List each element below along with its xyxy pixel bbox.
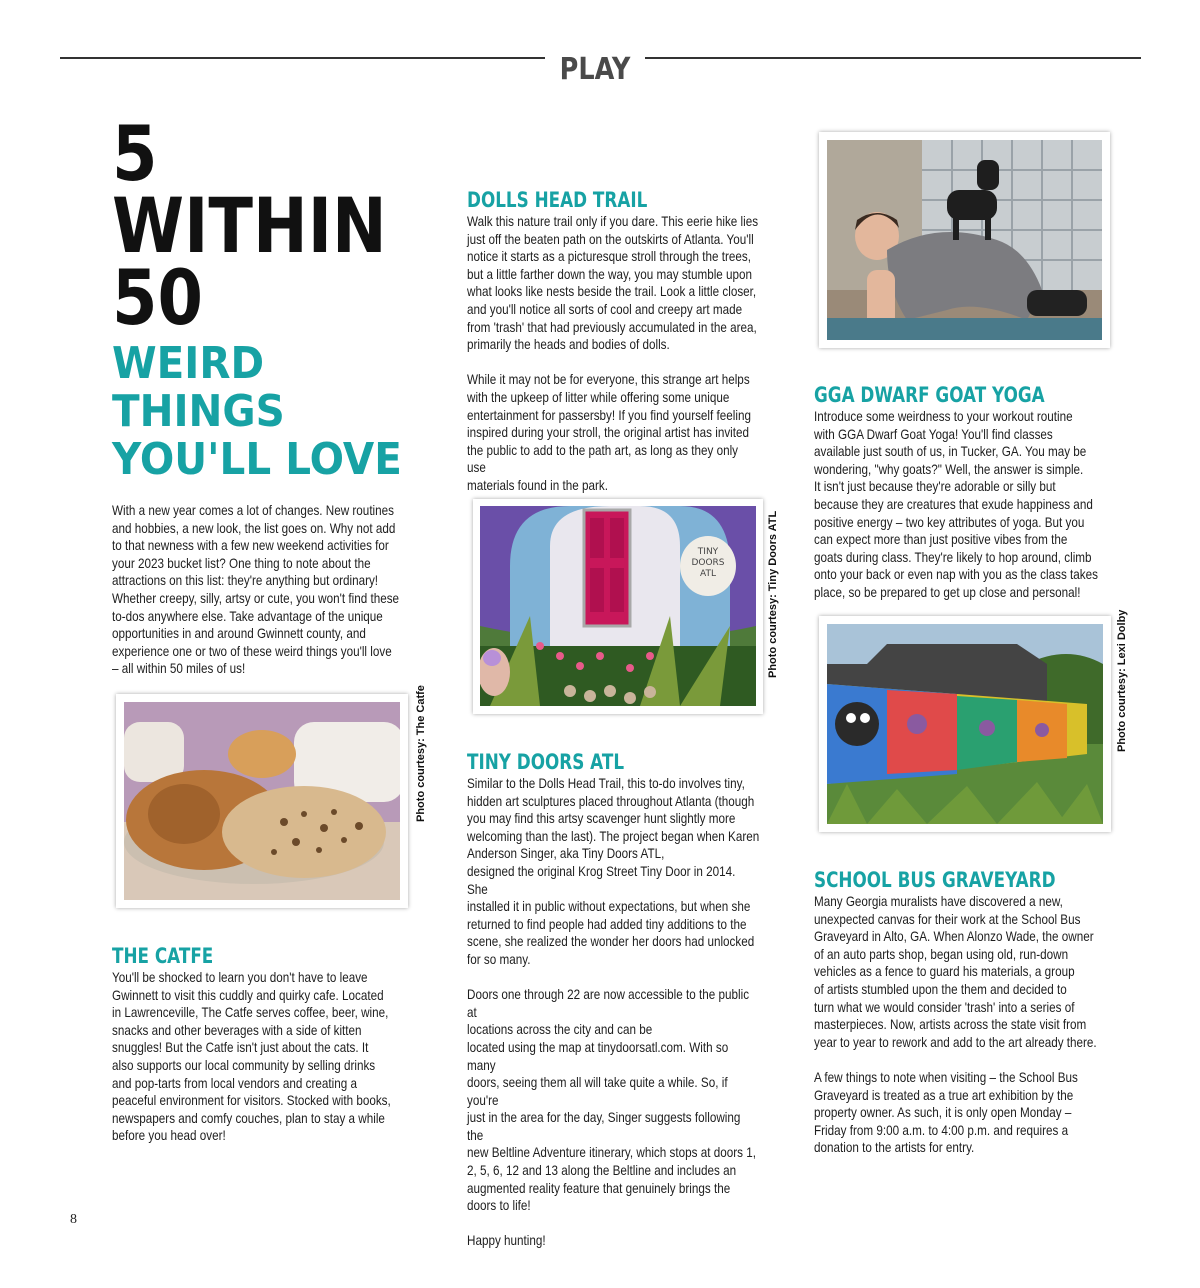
schoolbus-body: Many Georgia muralists have discovered a new, unexpected canvas for their work at the School Bus Graveyard in Alto, GA. When Alonzo Wade, the owner of an auto parts shop, began using old, run-down vehicles as a fence to guard his materials, a group of artists stumbled upon the them and decided to turn what we would consider 'trash' into a series of masterpieces. Now, artists across the state visit from year to year to rework and add to the art already there. A few things to note when visiting – the School Bus Graveyard is treated as a true art exhibition by the property owner. As such, it is only open Monday – Friday from 9:00 a.m. to 4:00 p.m. and requires a donation to the artists for entry. — [814, 894, 1097, 1156]
tinydoors-body: Similar to the Dolls Head Trail, this to-do involves tiny, hidden art sculptures placed throughout Atlanta (though you may find this artsy scavenger hunt slightly more welcoming than the last). The project began when Karen Anderson Singer, aka Tiny Doors ATL, designed the original Krog Street Tiny Door in 2014. She installed it in public without expectations, but when she returned to find people had added tiny additions to the scene, she realized the wonder her doors had unlocked for so many. Doors one through 22 are now accessible to the public at locations across the city and can be located using the map at tinydoorsatl.com. With so many doors, seeing them all will take quite a while. So, if you're just in the area for the day, Singer suggests following the new Beltline Adventure itinerary, which stops at doors 1, 2, 5, 6, 12 and 13 along the Beltline and includes an augmented reality feature that genuinely brings the doors to life! Happy hunting! — [467, 776, 760, 1249]
page-subtitle — [112, 340, 402, 484]
subtitle-line-3: YOU'LL LOVE — [112, 434, 402, 485]
header-rule-left — [60, 57, 545, 59]
cats-image — [124, 702, 400, 900]
title-line-2: WITHIN — [112, 181, 387, 270]
tiny-doors-sign-text: TINY DOORS ATL — [691, 547, 725, 579]
goat-yoga-image — [827, 140, 1102, 340]
tinydoors-photo — [480, 506, 756, 706]
schoolbus-heading: SCHOOL BUS GRAVEYARD — [814, 868, 1056, 892]
schoolbus-photo — [827, 624, 1103, 824]
tinydoors-photo-frame — [473, 499, 763, 714]
goatyoga-photo-frame — [819, 132, 1110, 348]
tinydoors-heading: TINY DOORS ATL — [467, 750, 625, 774]
goatyoga-photo — [827, 140, 1102, 340]
catfe-photo-credit: Photo courtesy: The Catfe — [415, 685, 427, 822]
title-line-3: 50 — [112, 253, 203, 342]
schoolbus-photo-frame — [819, 616, 1111, 832]
goatyoga-body: Introduce some weirdness to your workout routine with GGA Dwarf Goat Yoga! You'll find classes available just south of us, in Tucker, GA. You may be wondering, "why goats?" Well, the answer is simple. It isn't just because they're adorable or silly but because they are creatures that exude happiness and positive energy – two key attributes of yoga. But you can expect more than just positive vibes from the goats during class. They're likely to hop around, climb onto your back or even nap with you as the class takes place, so be prepared to get up close and personal! — [814, 409, 1098, 600]
goatyoga-heading: GGA DWARF GOAT YOGA — [814, 383, 1045, 407]
catfe-photo — [124, 702, 400, 900]
dolls-heading: DOLLS HEAD TRAIL — [467, 188, 648, 212]
catfe-photo-frame — [116, 694, 408, 908]
dolls-body: Walk this nature trail only if you dare. This eerie hike lies just off the beaten path on the outskirts of Atlanta. You'll notice it starts as a picturesque stroll through the trees, but a little farther down the way, you may stumble upon what looks like nests beside the trail. Look a little closer, and you'll notice all sorts of cool and creepy art made from 'trash' that had previously accumulated in the area, primarily the heads and bodies of dolls. While it may not be for everyone, this strange art helps with the upkeep of litter while offering some unique entertainment for passersby! If you find yourself feeling inspired during your stroll, the original artist has invited the public to add to the path art, as long as they only use materials found in the park. — [467, 214, 759, 493]
schoolbus-photo-credit: Photo courtesy: Lexi Dolby — [1116, 609, 1128, 752]
page-title — [112, 109, 387, 342]
page-number: 8 — [70, 1212, 77, 1227]
intro-paragraph: With a new year comes a lot of changes. New routines and hobbies, a new look, the list goes on. Why not add to that newness with a few new weekend activities for your 2023 bucket list? One thing to note about the attractions on this list: they're anything but ordinary! Whether creepy, silly, artsy or cute, you won't find these to-dos anywhere else. Take advantage of the unique opportunities in and around Gwinnett county, and experience one or two of these weird things you'll love – all within 50 miles of us! — [112, 503, 400, 677]
subtitle-line-2: THINGS — [112, 386, 285, 437]
tiny-door-image — [480, 506, 756, 706]
header-rule-right — [645, 57, 1141, 59]
tinydoors-photo-credit: Photo courtesy: Tiny Doors ATL — [767, 510, 779, 678]
catfe-body: You'll be shocked to learn you don't have to leave Gwinnett to visit this cuddly and quirky cafe. Located in Lawrenceville, The Catfe serves coffee, beer, wine, snacks and other beverages with a side of kitten snuggles! But the Catfe isn't just about the cats. It also supports our local community by selling drinks and pop-tarts from local vendors and creating a peaceful environment for visitors. Stocked with books, newspapers and comfy couches, plan to stay a while before you head over! — [112, 970, 391, 1144]
catfe-heading: THE CATFE — [112, 944, 214, 968]
school-bus-image — [827, 624, 1103, 824]
subtitle-line-1: WEIRD — [112, 338, 265, 389]
section-label: PLAY — [559, 52, 631, 87]
title-line-1: 5 — [112, 109, 158, 198]
